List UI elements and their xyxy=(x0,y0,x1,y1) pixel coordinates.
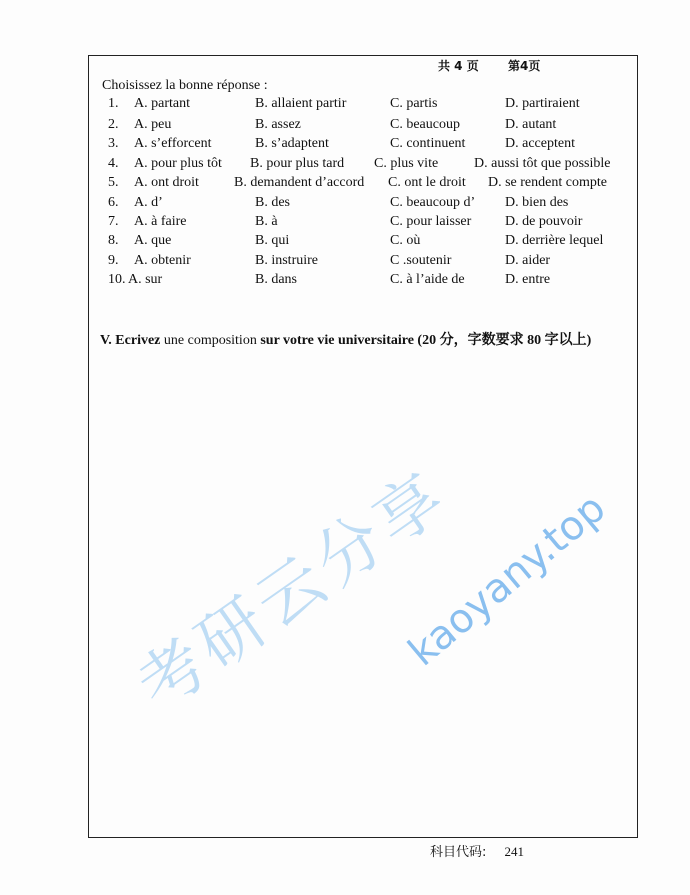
option-c: C. où xyxy=(390,233,421,248)
question-row xyxy=(0,175,690,195)
subject-code-value: 241 xyxy=(504,844,525,859)
option-c: C. continuent xyxy=(390,136,466,151)
option-a: A. partant xyxy=(134,96,190,111)
instruction: Choisissez la bonne réponse : xyxy=(102,78,268,93)
option-c: C .soutenir xyxy=(390,253,452,268)
heading-part: V. Ecrivez xyxy=(100,333,164,348)
option-b: B. à xyxy=(255,214,278,229)
option-a: A. d’ xyxy=(134,195,163,210)
option-a: A. peu xyxy=(134,117,172,132)
question-row xyxy=(0,195,690,215)
option-c: C. partis xyxy=(390,96,438,111)
option-b: B. demandent d’accord xyxy=(234,175,365,190)
option-a: A. que xyxy=(134,233,172,248)
heading-part: une composition xyxy=(163,333,257,348)
option-c: C. plus vite xyxy=(374,156,439,171)
option-d: D. aider xyxy=(505,253,551,268)
question-number: 9. xyxy=(108,253,119,268)
question-number: 8. xyxy=(108,233,119,248)
question-number: 5. xyxy=(108,175,119,190)
option-b: B. s’adaptent xyxy=(255,136,329,151)
option-c: C. beaucoup d’ xyxy=(390,195,476,210)
option-a: A. obtenir xyxy=(134,253,191,268)
question-row xyxy=(0,117,690,137)
question-number: 3. xyxy=(108,136,119,151)
option-d: D. de pouvoir xyxy=(505,214,583,229)
question-number: 4. xyxy=(108,156,119,171)
option-b: B. assez xyxy=(255,117,301,132)
option-b: B. qui xyxy=(255,233,290,248)
question-row xyxy=(0,272,690,292)
page-number: 第4页 xyxy=(508,59,541,73)
option-d: D. acceptent xyxy=(505,136,575,151)
option-b: B. pour plus tard xyxy=(250,156,345,171)
option-a: A. à faire xyxy=(134,214,187,229)
question-number: 1. xyxy=(108,96,119,111)
option-d: D. partiraient xyxy=(505,96,580,111)
option-c: C. beaucoup xyxy=(390,117,460,132)
option-d: D. entre xyxy=(505,272,551,287)
section-5-heading xyxy=(100,329,591,349)
option-d: D. bien des xyxy=(505,195,569,210)
question-row xyxy=(0,233,690,253)
option-a: A. ont droit xyxy=(134,175,199,190)
option-b: B. des xyxy=(255,195,290,210)
subject-code xyxy=(430,841,524,860)
heading-part: sur votre vie universitaire (20 分，字数要求 80 字以上) xyxy=(256,333,592,348)
option-a: A. pour plus tôt xyxy=(134,156,222,171)
watermark-url: kaoyany.top xyxy=(400,484,615,676)
question-row xyxy=(0,214,690,234)
option-c: C. à l’aide de xyxy=(390,272,465,287)
question-row xyxy=(0,136,690,156)
question-row xyxy=(0,253,690,273)
option-b: B. allaient partir xyxy=(255,96,347,111)
option-b: B. instruire xyxy=(255,253,318,268)
question-number: 6. xyxy=(108,195,119,210)
question-number: 10. xyxy=(108,272,126,287)
question-row xyxy=(0,156,690,176)
question-number: 2. xyxy=(108,117,119,132)
option-a: A. s’efforcent xyxy=(134,136,212,151)
question-number: 7. xyxy=(108,214,119,229)
option-a: A. sur xyxy=(128,272,163,287)
total-pages: 共 4 页 xyxy=(438,59,479,73)
option-d: D. se rendent compte xyxy=(488,175,607,190)
option-b: B. dans xyxy=(255,272,297,287)
question-row xyxy=(0,96,690,116)
option-d: D. derrière lequel xyxy=(505,233,604,248)
subject-code-label: 科目代码: xyxy=(430,845,487,860)
option-d: D. autant xyxy=(505,117,557,132)
watermark-chinese: 考研云分享 xyxy=(123,455,463,726)
option-d: D. aussi tôt que possible xyxy=(474,156,611,171)
option-c: C. ont le droit xyxy=(388,175,466,190)
option-c: C. pour laisser xyxy=(390,214,472,229)
